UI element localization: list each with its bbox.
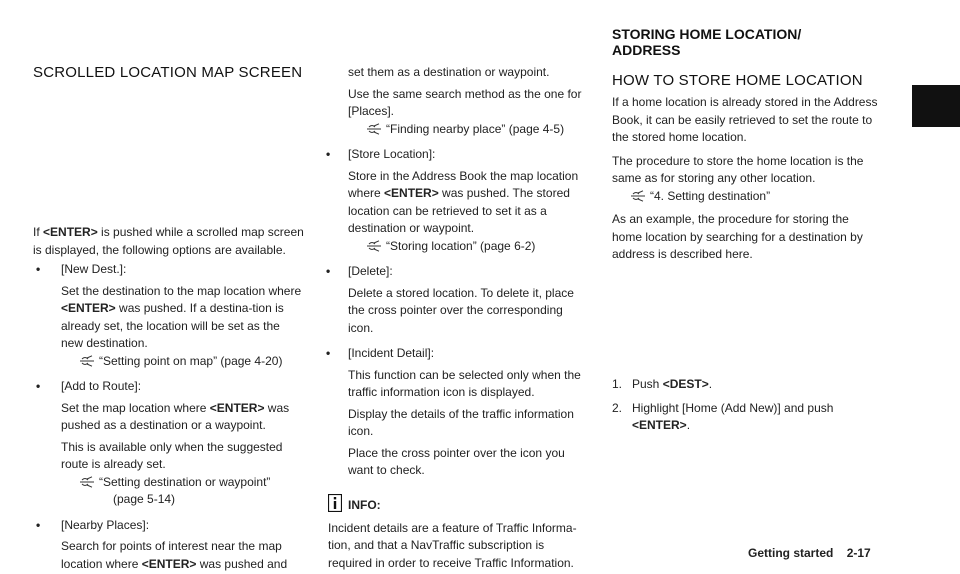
store-text-post: was pushed. The stored location can be retrieved to set it as a destination or waypoint. (348, 186, 570, 235)
list-item-store-location (328, 146, 590, 255)
nearby-places-label: [Nearby Places]: (61, 517, 150, 532)
enter-key-label: <ENTER> (43, 225, 98, 239)
reference-finding-nearby-place (328, 121, 590, 139)
step-number: 2. (612, 400, 623, 415)
list-item-incident-detail (328, 345, 590, 480)
page-footer (748, 546, 871, 560)
add-route-note: This is available only when the suggested route is already set. (61, 439, 283, 471)
intro-paragraph (33, 224, 305, 259)
store-location-description (348, 168, 590, 238)
step-text-pre: Highlight [Home (Add New)] and push (632, 400, 834, 415)
info-icon (328, 494, 342, 512)
reference-setting-destination (612, 188, 880, 206)
intro-text-pre: If (33, 225, 44, 239)
step-number: 1. (612, 377, 623, 391)
step-text-post: . (686, 418, 691, 432)
add-route-text-post: was pushed as a destination or a waypoint. (61, 400, 290, 432)
footer-section-name: Getting started (748, 546, 834, 560)
incident-detail-instruction: Place the cross pointer over the icon you want to check. (348, 445, 565, 477)
reference-arrow-icon (366, 123, 382, 135)
reference-setting-destination-or-waypoint (61, 474, 305, 509)
reference-arrow-icon (79, 476, 95, 488)
delete-description: Delete a stored location. To delete it, place the cross pointer over the corresponding icon. (348, 285, 574, 335)
list-item-nearby-places (33, 517, 305, 574)
home-intro-paragraph: If a home location is already stored in the Address Book, it can be easily retrieved to set the route to the stored home location. (612, 95, 878, 144)
footer-page-number: 2-17 (846, 546, 871, 560)
step-text-pre: Push (632, 377, 663, 391)
page-header-title (612, 26, 912, 58)
chapter-thumb-tab (912, 85, 960, 127)
list-item-new-dest (33, 261, 305, 370)
column-1-body (33, 224, 305, 573)
bullet-icon: • (36, 379, 41, 393)
header-title-line1: STORING HOME LOCATION/ (612, 26, 802, 42)
info-header (328, 494, 590, 514)
bullet-icon: • (36, 262, 41, 276)
section-heading-store-home: HOW TO STORE HOME LOCATION (612, 72, 863, 89)
enter-key-label: <ENTER> (384, 186, 439, 200)
nearby-places-description (61, 538, 305, 573)
nearby-text-post: was pushed and (196, 556, 288, 571)
store-text-pre: Store in the Address Book the map location where (348, 168, 579, 200)
add-route-text-pre: Set the map location where (61, 400, 210, 415)
info-text: Incident details are a feature of Traffic Informa-tion, and that a NavTraffic subscription is required in order to receive Traffic Information. (328, 520, 577, 570)
incident-detail-condition: This function can be selected only when the traffic information icon is displayed. (348, 367, 581, 399)
enter-key-label: <ENTER> (61, 301, 116, 315)
delete-label: [Delete]: (348, 264, 393, 278)
header-title-line2: ADDRESS (612, 42, 681, 58)
reference-setting-point-on-map (61, 353, 305, 371)
new-dest-description (61, 283, 305, 353)
reference-arrow-icon (79, 355, 95, 367)
enter-key-label: <ENTER> (141, 556, 197, 571)
column-3-body (612, 94, 880, 264)
bullet-icon: • (326, 346, 331, 360)
section-heading-scrolled-map: SCROLLED LOCATION MAP SCREEN (33, 64, 303, 81)
reference-arrow-icon (630, 190, 646, 202)
reference-storing-location (348, 238, 590, 256)
reference-text: “4. Setting destination” (650, 188, 771, 203)
nearby-continuation: set them as a destination or waypoint. (348, 65, 550, 79)
info-label: INFO: (348, 497, 381, 512)
step-1 (612, 376, 880, 394)
reference-text: “Finding nearby place” (page 4-5) (386, 121, 565, 136)
incident-detail-label: [Incident Detail]: (348, 346, 435, 360)
steps-list (612, 376, 880, 435)
bullet-icon: • (36, 517, 41, 532)
enter-key-label: <ENTER> (632, 418, 687, 432)
enter-key-label: <ENTER> (209, 400, 265, 415)
new-dest-text-pre: Set the destination to the map location where (61, 283, 302, 298)
add-route-description (61, 400, 305, 435)
nearby-search-method: Use the same search method as the one for [Places]. (348, 86, 582, 118)
list-item-add-to-route (33, 378, 305, 509)
reference-text: “Storing location” (page 6-2) (386, 238, 536, 253)
nearby-text-pre: Search for points of interest near the map location where (61, 539, 282, 571)
column-2-body (328, 64, 590, 572)
home-procedure-paragraph: The procedure to store the home location is the same as for storing any other location. (612, 153, 864, 185)
bullet-icon: • (326, 264, 331, 278)
home-example-paragraph: As an example, the procedure for storing the home location by searching for a destination by address is described here. (612, 212, 863, 261)
list-item-delete (328, 263, 590, 337)
reference-text: “Setting point on map” (page 4-20) (99, 353, 283, 368)
incident-detail-description: Display the details of the traffic information icon. (348, 406, 574, 438)
reference-page: (page 5-14) (113, 492, 176, 506)
new-dest-text-post: was pushed. If a destina-tion is already set, the location will be set as the new destination. (61, 301, 284, 350)
store-location-label: [Store Location]: (348, 147, 436, 161)
reference-arrow-icon (366, 240, 382, 252)
new-dest-label: [New Dest.]: (61, 262, 127, 276)
bullet-icon: • (326, 147, 331, 161)
step-2 (612, 400, 880, 435)
add-route-label: [Add to Route]: (61, 379, 142, 393)
step-text-post: . (708, 377, 713, 391)
reference-text: “Setting destination or waypoint” (99, 474, 271, 489)
intro-text-post: is pushed while a scrolled map screen is displayed, the following options are available. (33, 225, 304, 257)
dest-key-label: <DEST> (662, 377, 709, 391)
